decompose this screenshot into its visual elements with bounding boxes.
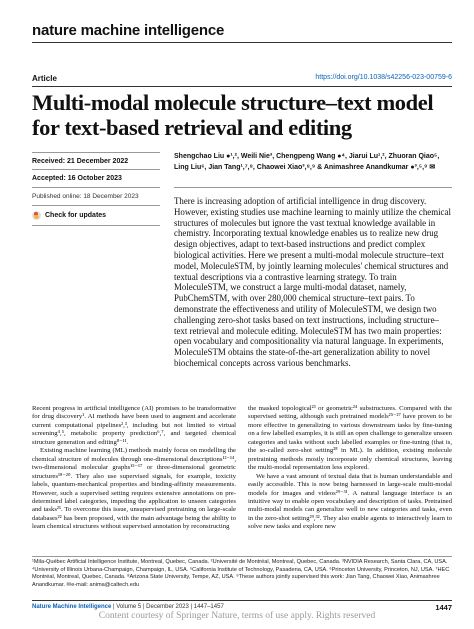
- body-column-right: [248, 405, 452, 532]
- body-column-left: [32, 405, 236, 532]
- authors-rule: [174, 187, 452, 188]
- check-updates-button[interactable]: [32, 206, 160, 226]
- article-title: Multi-modal molecule structure–text model for text-based retrieval and editing: [32, 90, 434, 140]
- courtesy-watermark: Content courtesy of Springer Nature, terms of use apply. Rights reserved: [98, 611, 376, 621]
- paragraph: We have a vast amount of textual data that is human understandable and easily accessible. This is now being harnessed in large-scale multi-modal models for images and videos²⁹⁻³¹. A natural language interface is an intuitive way to enable open vocabulary and description of tasks. Pretrained multi-modal models can generalize well to new categories and tasks, even in the zero-shot setting²⁹,³². They also enable agents to interactively learn to solve new tasks and explore new: [248, 472, 452, 531]
- header-rule: [32, 42, 452, 43]
- footer-journal: Nature Machine Intelligence: [32, 604, 112, 610]
- affiliations: ¹Mila-Québec Artificial Intelligence Institute, Montreal, Quebec, Canada. ²Université de Montréal, Montreal, Quebec, Canada. ³NVIDIA Research, Santa Clara, CA, USA. ⁴University of Illinois Urbana-Champaign, Champaign, IL, USA. ⁵California Institute of Technology, Pasadena, CA, USA. ⁶Princeton University, Princeton, NJ, USA. ⁷HEC Montréal, Montreal, Quebec, Canada. ⁸Arizona State University, Tempe, AZ, USA. ⁹These authors jointly supervised this work: Jian Tang, Chaowei Xiao, Animashree Anandkumar. ✉e-mail: anima@caltech.edu: [32, 559, 450, 588]
- body-text: [32, 405, 452, 532]
- journal-name: nature machine intelligence: [32, 22, 225, 39]
- doi-link[interactable]: https://doi.org/10.1038/s42256-023-00759-6: [315, 74, 452, 81]
- published-date: Published online: 18 December 2023: [32, 188, 160, 206]
- crossmark-icon: [32, 211, 41, 220]
- footer-info: | Volume 5 | December 2023 | 1447–1457: [113, 604, 224, 610]
- paragraph: Recent progress in artificial intelligence (AI) promises to be transformative for drug discovery¹. AI methods have been used to augment and accelerate current computational pipelines²,³, including but not limited to virtual screening⁴,⁵, metabolic property prediction⁶,⁷, and targeted chemical structure generation and editing⁸⁻¹¹.: [32, 405, 236, 446]
- check-updates-label: Check for updates: [45, 212, 107, 219]
- abstract: There is increasing adoption of artificial intelligence in drug discovery. However, existing studies use machine learning to mainly utilize the chemical structures of molecules but ignore the vast textual knowledge available in chemistry. Incorporating textual knowledge enables us to realize new drug design objectives, adapt to text-based instructions and predict complex biological activities. Here we present a multi-modal molecule structure–text model, MoleculeSTM, by jointly learning molecules' chemical structures and textual descriptions via a contrastive learning strategy. To train MoleculeSTM, we construct a large multi-modal dataset, namely, PubChemSTM, with over 280,000 chemical structure–text pairs. To demonstrate the effectiveness and utility of MoleculeSTM, we design two challenging zero-shot tasks based on text instructions, including structure–text retrieval and molecule editing. MoleculeSTM has two main properties: open vocabulary and compositionality via natural language. In experiments, MoleculeSTM obtains the state-of-the-art generalization ability to novel biochemical concepts across various benchmarks.: [174, 196, 451, 368]
- page-number: 1447: [435, 603, 452, 612]
- title-rule: [32, 86, 452, 87]
- article-type: Article: [32, 74, 57, 83]
- footer-citation: [32, 604, 224, 610]
- affiliations-rule: [32, 556, 452, 557]
- paragraph: the masked topological²³ or geometric²⁴ substructures. Compared with the supervised setting, although such pretrained models²⁵⁻²⁷ have proven to be more effective in generalizing to various downstream tasks by fine-tuning on a few labelled examples, it is still an open challenge to generalize unseen categories and tasks without such labelled examples or fine-tuning (that is, the so-called zero-shot setting²⁸ in ML). In addition, existing molecule pretraining methods mostly incorporate only chemical structures, leaving the multi-modal representation less explored.: [248, 405, 452, 472]
- author-list: Shengchao Liu ●¹,², Weili Nie³, Chengpeng Wang ●⁴, Jiarui Lu¹,², Zhuoran Qiao⁵, Ling Liu⁶, Jian Tang¹,⁷,⁸, Chaowei Xiao³,⁸,⁹ & Animashree Anandkumar ●³,⁵,⁹ ✉: [174, 153, 440, 171]
- footer-rule: [32, 600, 452, 601]
- accepted-date: Accepted: 16 October 2023: [32, 170, 160, 188]
- received-date: Received: 21 December 2022: [32, 152, 160, 170]
- paragraph: Existing machine learning (ML) methods mainly focus on modelling the chemical structure of molecules through one-dimensional descriptions¹²⁻¹⁴, two-dimensional molecular graphs¹⁵⁻¹⁷ or three-dimensional geometric structures¹⁸⁻²⁰. They also use supervised signals, for example, toxicity labels, quantum-mechanical properties and binding-affinity measurements. However, such a supervised setting requires extensive annotations on pre-determined label categories, impeding the application to unseen categories and tasks²¹. To overcome this issue, unsupervised pretraining on large-scale databases²² has been proposed, with the main advantage being the ability to learn chemical structures without supervised annotation by reconstructing: [32, 447, 236, 531]
- dates-panel: [32, 152, 160, 226]
